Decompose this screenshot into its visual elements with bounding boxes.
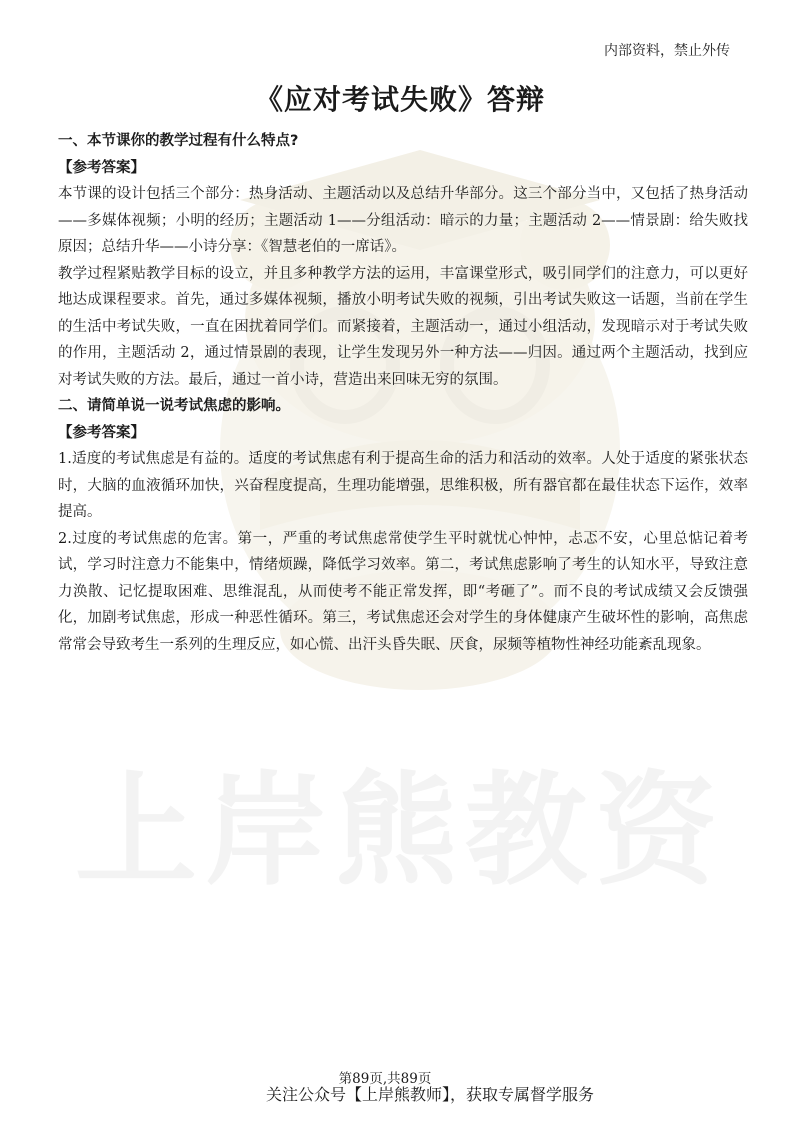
document-body bbox=[58, 128, 748, 658]
question-heading: 二、请简单说一说考试焦虑的影响。 bbox=[58, 398, 290, 414]
answer-tag: 【参考答案】 bbox=[58, 159, 145, 176]
answer-paragraph: 教学过程紧贴教学目标的设立，并且多种教学方法的运用，丰富课堂形式，吸引同学们的注意力，可以更好地达成课程要求。首先，通过多媒体视频，播放小明考试失败的视频，引出考试失败这一话题，当前在学生的生活中考试失败，一直在困扰着同学们。而紧接着，主题活动一，通过小组活动，发现暗示对于考试失败的作用，主题活动 2，通过情景剧的表现，让学生发现另外一种方法——归因。通过两个主题活动，找到应对考试失败的方法。最后，通过一首小诗，营造出来回味无穷的氛围。 bbox=[58, 265, 748, 388]
page-title: 《应对考试失败》答辩 bbox=[254, 83, 545, 116]
page-number: 第89页,共89页 bbox=[338, 1071, 432, 1087]
answer-paragraph: 1.适度的考试焦虑是有益的。适度的考试焦虑有利于提高生命的活力和活动的效率。人处于适度的紧张状态时，大脑的血液循环加快，兴奋程度提高，生理功能增强，思维积极，所有器官都在最佳状态下运作，效率提高。 bbox=[58, 451, 748, 520]
answer-paragraph: 本节课的设计包括三个部分：热身活动、主题活动以及总结升华部分。这三个部分当中，又包括了热身活动——多媒体视频；小明的经历；主题活动 1——分组活动：暗示的力量；主题活动 2——情景剧：给失败找原因；总结升华——小诗分享：《智慧老伯的一席话》。 bbox=[58, 186, 748, 255]
promo-text: 关注公众号【上岸熊教师】，获取专属督学服务 bbox=[265, 1085, 594, 1104]
section-1 bbox=[58, 128, 748, 393]
page-footer bbox=[0, 1072, 800, 1106]
section-2 bbox=[58, 393, 748, 658]
watermark-text: 上岸熊教资 bbox=[75, 760, 725, 902]
question-heading: 一、本节课你的教学过程有什么特点? bbox=[58, 133, 299, 149]
answer-paragraph: 2.过度的考试焦虑的危害。第一，严重的考试焦虑常使学生平时就忧心忡忡，忐忑不安，心里总惦记着考试，学习时注意力不能集中，情绪烦躁，降低学习效率。第二，考试焦虑影响了考生的认知水平，导致注意力涣散、记忆提取困难、思维混乱，从而使考不能正常发挥，即“考砸了”。而不良的考试成绩又会反馈强化，加剧考试焦虑，形成一种恶性循环。第三，考试焦虑还会对学生的身体健康产生破坏性的影响，高焦虑常常会导致考生一系列的生理反应，如心慌、出汗头昏失眠、厌食，尿频等植物性神经功能紊乱现象。 bbox=[58, 530, 748, 653]
header-note: 内部资料，禁止外传 bbox=[604, 43, 730, 59]
answer-tag: 【参考答案】 bbox=[58, 424, 145, 441]
